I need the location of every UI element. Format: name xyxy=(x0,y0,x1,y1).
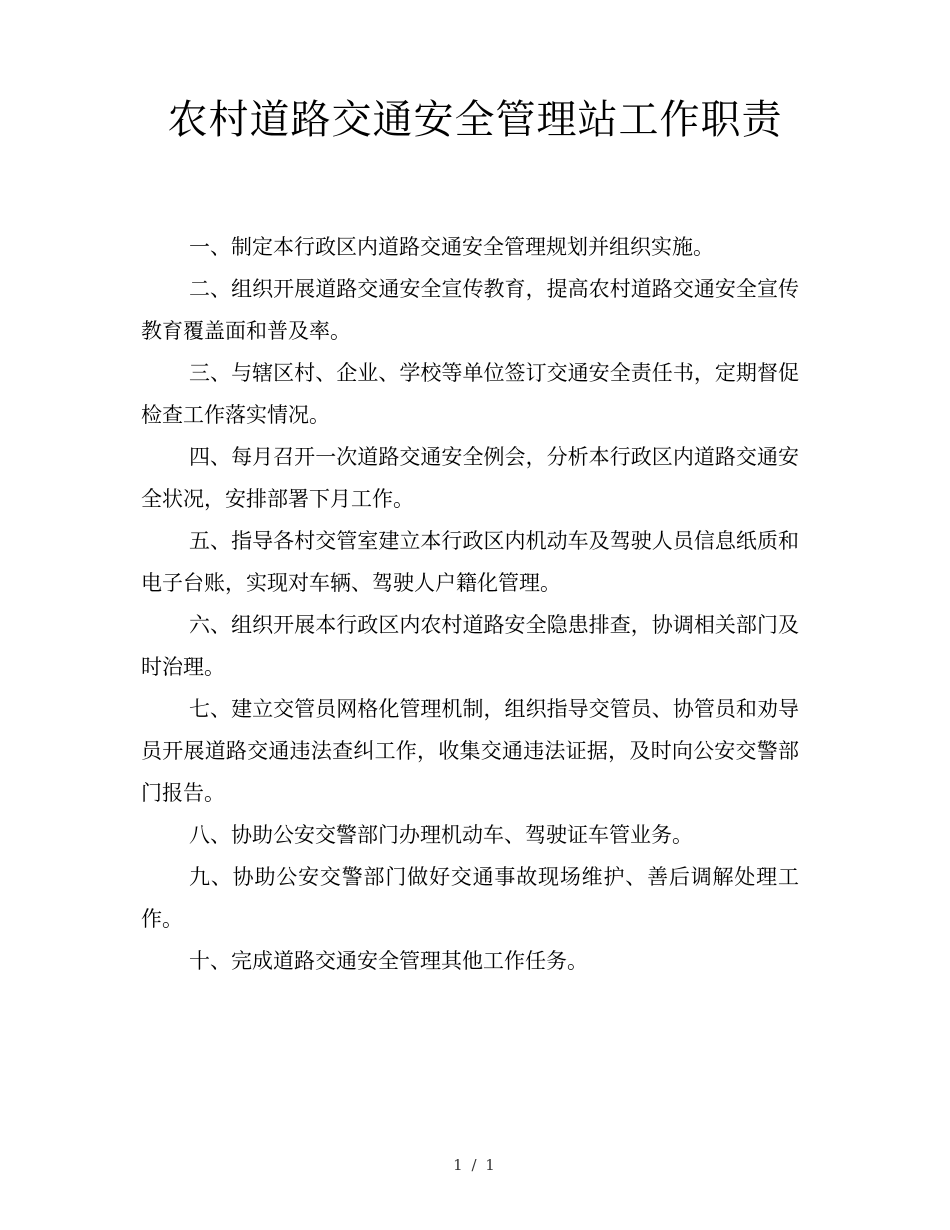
document-title: 农村道路交通安全管理站工作职责 xyxy=(167,97,783,143)
paragraph-item-6: 六、组织开展本行政区内农村道路安全隐患排查，协调相关部门及时治理。 xyxy=(141,613,799,679)
paragraph-item-3: 三、与辖区村、企业、学校等单位签订交通安全责任书，定期督促检查工作落实情况。 xyxy=(141,361,799,427)
paragraph-item-2: 二、组织开展道路交通安全宣传教育，提高农村道路交通安全宣传教育覆盖面和普及率。 xyxy=(141,277,799,343)
paragraph-item-4: 四、每月召开一次道路交通安全例会，分析本行政区内道路交通安全状况，安排部署下月工作。 xyxy=(141,445,799,511)
paragraph-item-9: 九、协助公安交警部门做好交通事故现场维护、善后调解处理工作。 xyxy=(141,865,799,931)
paragraph-item-7: 七、建立交管员网格化管理机制，组织指导交管员、协管员和劝导员开展道路交通违法查纠工作，收集交通违法证据，及时向公安交警部门报告。 xyxy=(141,697,799,805)
paragraph-item-1: 一、制定本行政区内道路交通安全管理规划并组织实施。 xyxy=(189,235,714,259)
paragraph-item-10: 十、完成道路交通安全管理其他工作任务。 xyxy=(189,949,588,973)
document-body xyxy=(141,226,799,982)
paragraph-item-5: 五、指导各村交管室建立本行政区内机动车及驾驶人员信息纸质和电子台账，实现对车辆、驾驶人户籍化管理。 xyxy=(141,529,799,595)
page-number: 1 / 1 xyxy=(453,1156,497,1174)
paragraph-item-8: 八、协助公安交警部门办理机动车、驾驶证车管业务。 xyxy=(189,823,693,847)
